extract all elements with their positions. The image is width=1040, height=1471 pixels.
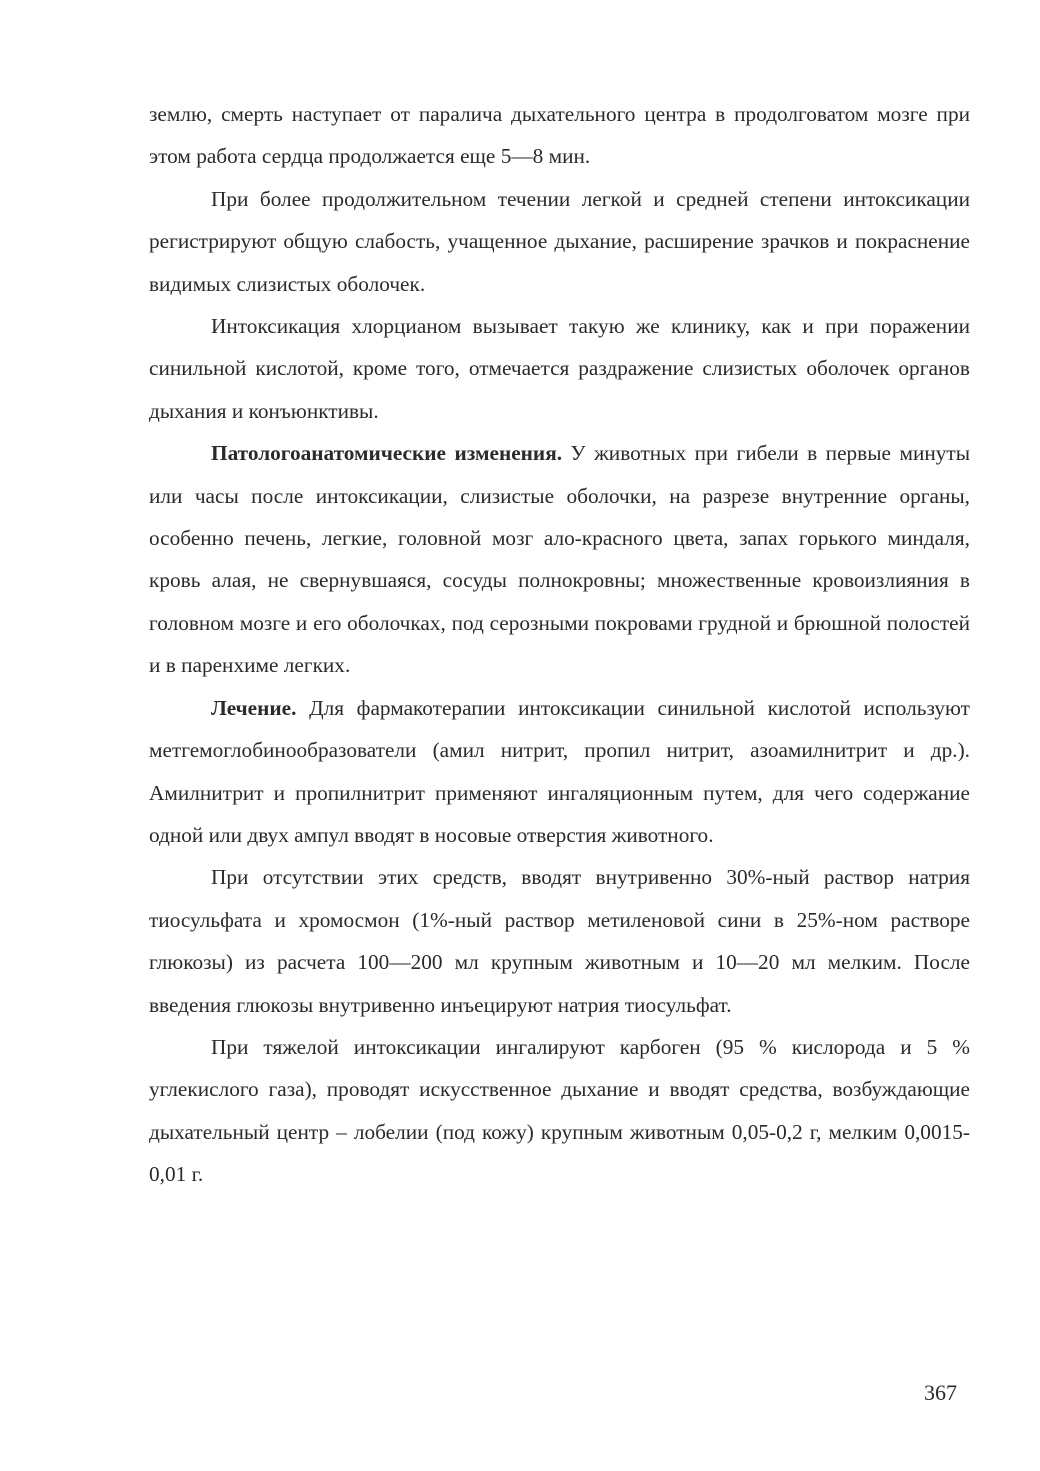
treatment-heading: Лечение. <box>211 695 297 720</box>
paragraph-3-text: Интоксикация хлорцианом вызывает такую же клинику, как и при поражении синильной кислотой, кроме того, отмечается раздражение слизистых оболочек органов дыхания и конъюнктивы. <box>149 314 970 423</box>
paragraph-pathology <box>149 432 970 686</box>
pathology-heading: Патологоанатомические изменения. <box>211 441 563 466</box>
paragraph-1-text: землю, смерть наступает от паралича дыхательного центра в продолговатом мозге при этом работа сердца продолжается еще 5—8 мин. <box>149 102 970 169</box>
paragraph-6 <box>149 856 970 1026</box>
paragraph-7 <box>149 1026 970 1196</box>
page-number: 367 <box>924 1380 957 1405</box>
paragraph-1 <box>149 93 970 178</box>
treatment-text: Для фармакотерапии интоксикации синильной кислотой используют метгемоглобинообразователи (амил нитрит, пропил нитрит, азоамилнитрит и др.). Амилнитрит и пропилнитрит применяют ингаляционным путем, для чего содержание одной или двух ампул вводят в носовые отверстия животного. <box>149 695 970 847</box>
paragraph-6-text: При отсутствии этих средств, вводят внутривенно 30%-ный раствор натрия тиосульфата и хромосмон (1%-ный раствор метиленовой сини в 25%-ном растворе глюкозы) из расчета 100—200 мл крупным животным и 10—20 мл мелким. После введения глюкозы внутривенно инъецируют натрия тиосульфат. <box>149 865 970 1017</box>
paragraph-2-text: При более продолжительном течении легкой и средней степени интоксикации регистрируют общую слабость, учащенное дыхание, расширение зрачков и покраснение видимых слизистых оболочек. <box>149 186 970 296</box>
pathology-text: У животных при гибели в первые минуты или часы после интоксикации, слизистые оболочки, на разрезе внутренние органы, особенно печень, легкие, головной мозг ало-красного цвета, запах горького миндаля, кровь алая, не свернувшаяся, сосуды полнокровны; множественные кровоизлияния в головном мозге и его оболочках, под серозными покровами грудной и брюшной полостей и в паренхиме легких. <box>149 441 971 678</box>
paragraph-2 <box>149 178 970 305</box>
paragraph-treatment <box>149 687 970 857</box>
paragraph-7-text: При тяжелой интоксикации ингалируют карбоген (95 % кислорода и 5 % углекислого газа), проводят искусственное дыхание и вводят средства, возбуждающие дыхательный центр – лобелии (под кожу) крупным животным 0,05-0,2 г, мелким 0,0015- 0,01 г. <box>149 1034 970 1187</box>
paragraph-3 <box>149 305 970 432</box>
page-body <box>149 93 970 1196</box>
